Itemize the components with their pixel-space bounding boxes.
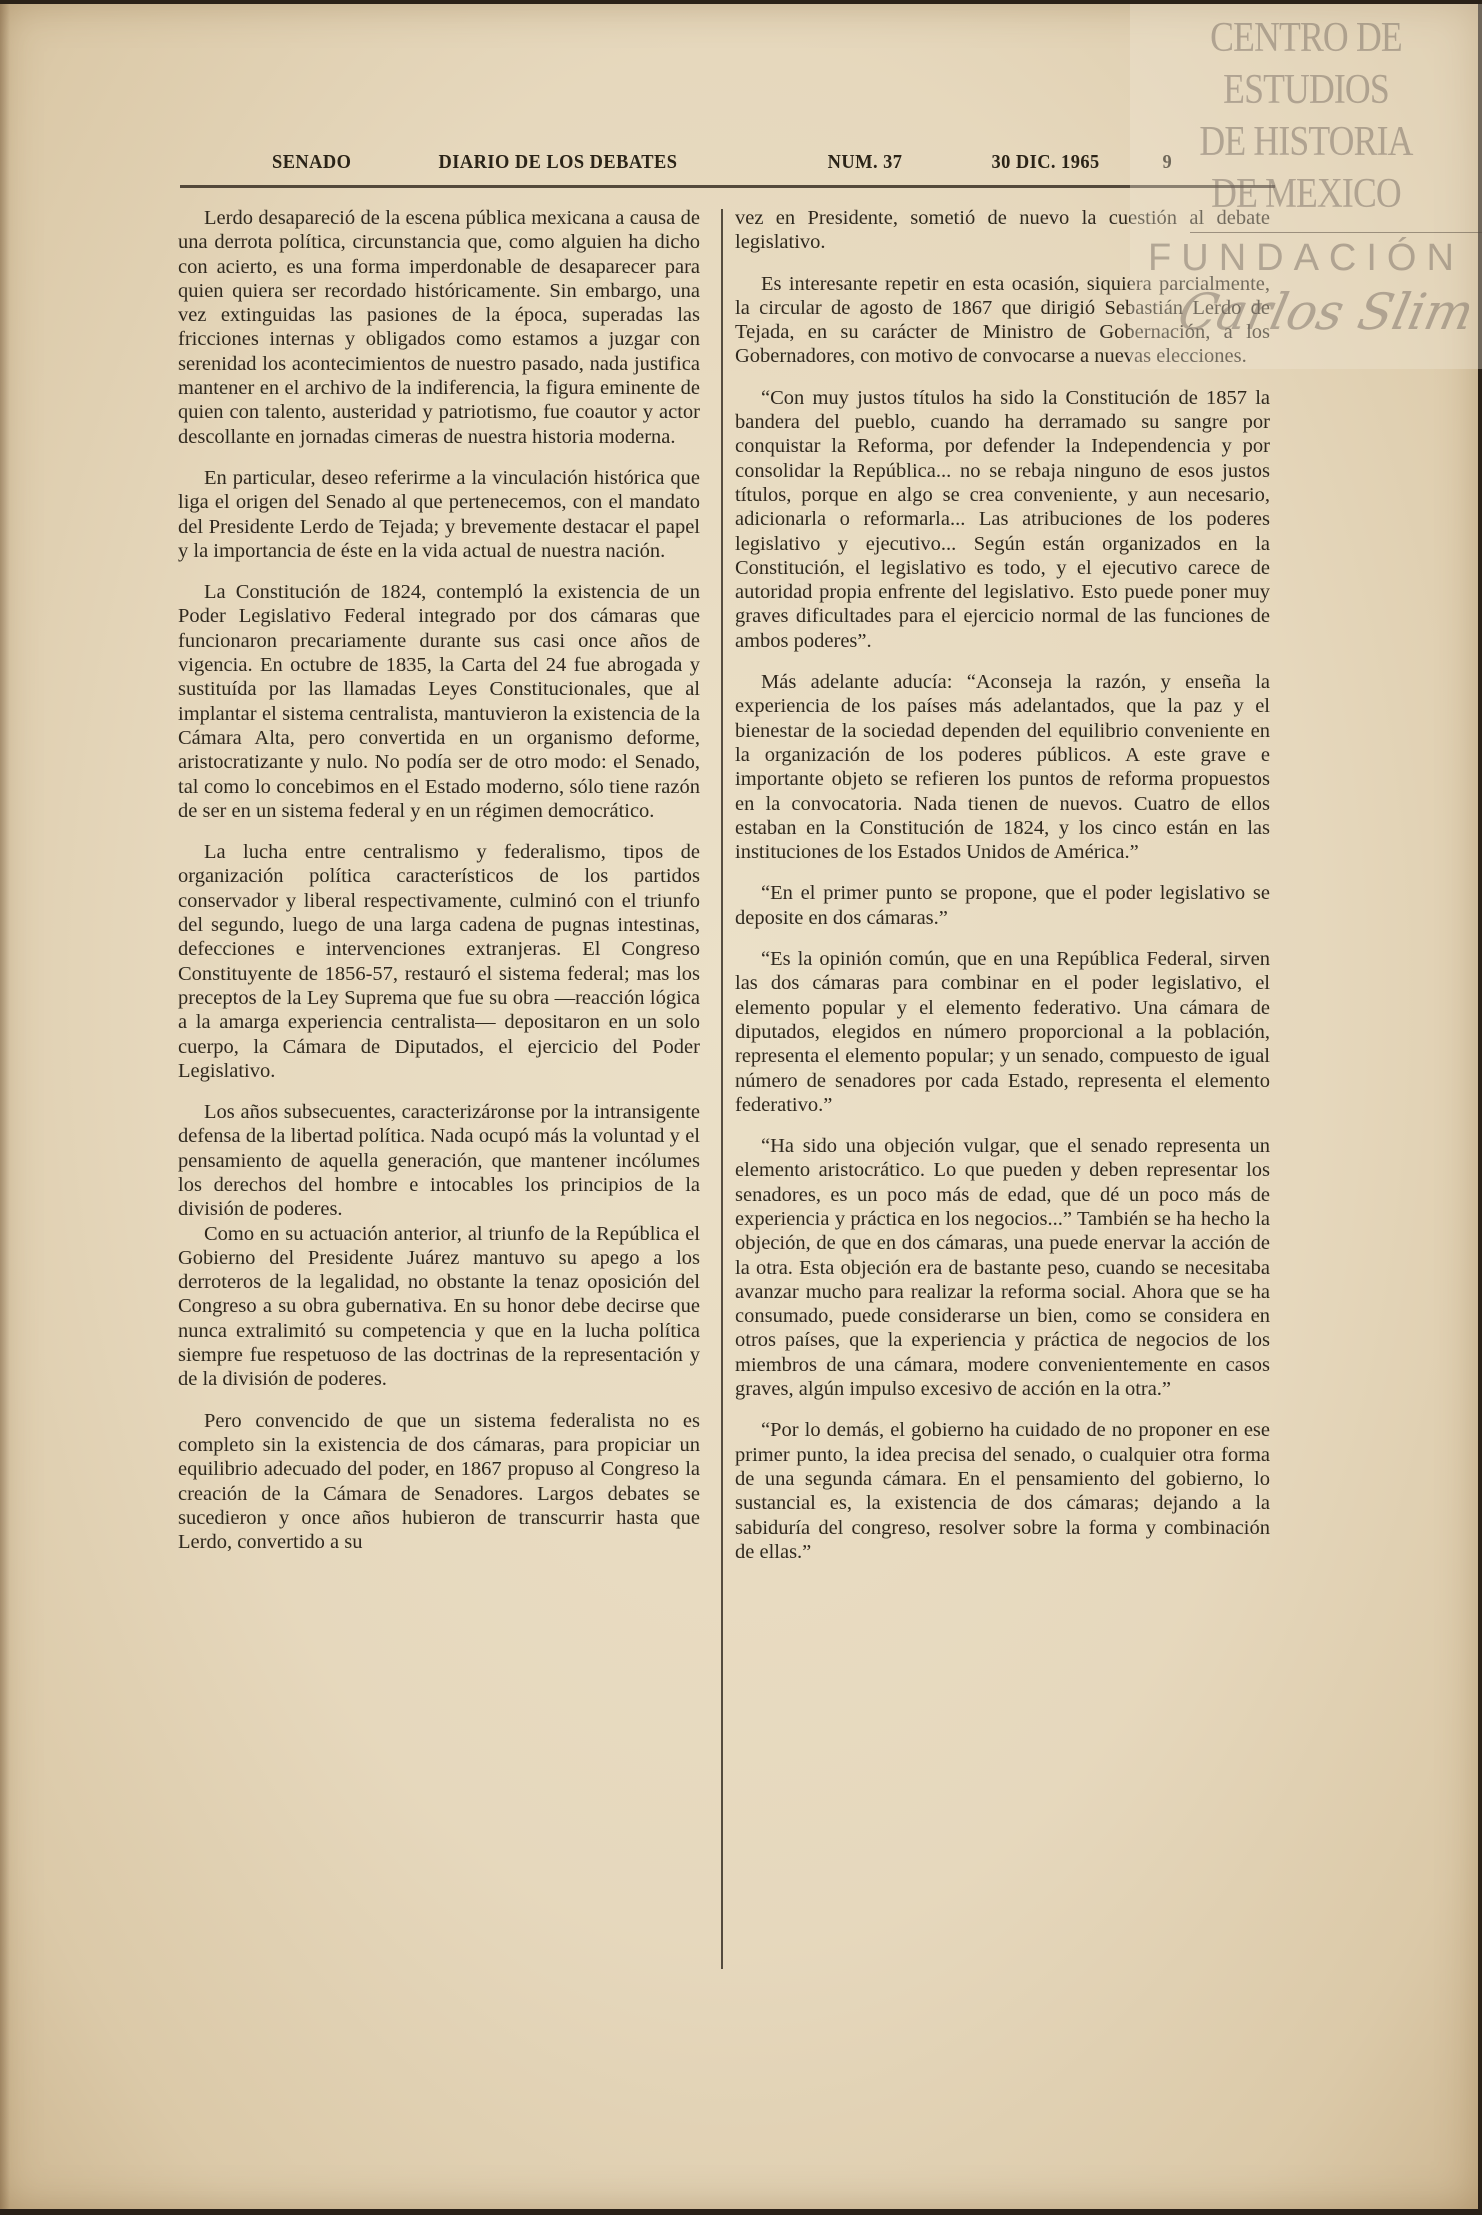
right-column <box>735 206 1270 1581</box>
header-section: SENADO <box>272 151 352 173</box>
paragraph: Lerdo desapareció de la escena pública mexicana a causa de una derrota política, circunstancia que, como alguien ha dicho con acierto, es una forma imperdonable de desaparecer para quien quiera ser recordado históricamente. Sin embargo, una vez extinguidas las pasiones de la época, superadas las fricciones internas y obligados como estamos a juzgar con serenidad los acontecimientos de nuestro pasado, nada justifica mantener en el archivo de la indiferencia, la figura eminente de quien con talento, austeridad y patriotismo, fue coautor y actor descollante en jornadas cimeras de nuestra historia moderna. <box>178 207 700 448</box>
column-divider <box>721 209 723 1969</box>
watermark-line: DE MEXICO <box>1211 171 1401 217</box>
paragraph: “Con muy justos títulos ha sido la Constitución de 1857 la bandera del pueblo, cuando ha derramado su sangre por conquistar la Reforma, por defender la Independencia y por consolidar la República... no se rebaja ninguno de esos justos títulos, porque en algo se crea conveniente, y aun necesario, adicionarla o reformarla... Las atribuciones de los poderes legislativo y ejecutivo... Según están organizados en la Constitución, el legislativo es todo, y el ejecutivo carece de autoridad propia enfrente del legislativo. Esto puede poner muy graves dificultades para el ejercicio normal de las funciones de ambos poderes”. <box>735 386 1270 652</box>
paragraph: La lucha entre centralismo y federalismo, tipos de organización política característicos de los partidos conservador y liberal respectivamente, culminó con el triunfo del segundo, luego de una larga cadena de pugnas intestinas, defecciones e intervenciones extranjeras. El Congreso Constituyente de 1856-57, restauró el sistema federal; mas los preceptos de la Ley Suprema que fue su obra —reacción lógica a la amarga experiencia centralista— depositaron en un solo cuerpo, la Cámara de Diputados, el ejercicio del Poder Legislativo. <box>178 841 700 1082</box>
paragraph: Los años subsecuentes, caracterizáronse por la intransigente defensa de la libertad política. Nada ocupó más la voluntad y el pensamiento de aquella generación, que mantener incólumes los derechos del hombre e intocables los principios de la división de poderes. <box>178 1101 700 1221</box>
paragraph: “Ha sido una objeción vulgar, que el senado representa un elemento aristocrático. Lo que pueden y deben representar los senadores, es un poco más de edad, que dé un poco más de experiencia y práctica en los negocios...” También se ha hecho la objeción, de que en dos cámaras, una puede enervar la acción de la otra. Esta objeción era de bastante peso, cuando se necesitaba avanzar mucho para realizar la reforma social. Ahora que se ha consumado, puede considerarse un bien, como se considera en otros países, que la experiencia y práctica de negocios de los miembros de una cámara, modere convenientemente en casos graves, algún impulso excesivo de acción en la otra.” <box>735 1135 1270 1401</box>
header-issue: NUM. 37 <box>827 151 903 173</box>
paragraph: Como en su actuación anterior, al triunfo de la República el Gobierno del Presidente Juárez mantuvo su apego a los derroteros de la legalidad, no obstante la tenaz oposición del Congreso a su obra gubernativa. En su honor debe decirse que nunca extralimitó su competencia y que en la lucha política siempre fue respetuoso de las doctrinas de la representación y de la división de poderes. <box>178 1222 700 1391</box>
paragraph: Es interesante repetir en esta ocasión, siquiera parcialmente, la circular de agosto de 1867 que dirigió Sebastián Lerdo de Tejada, en su carácter de Ministro de Gobernación, a los Gobernadores, con motivo de convocarse a nuevas elecciones. <box>735 272 1270 368</box>
header-date: 30 DIC. 1965 <box>991 151 1100 173</box>
paragraph: Pero convencido de que un sistema federalista no es completo sin la existencia de dos cámaras, para propiciar un equilibrio adecuado del poder, en 1867 propuso al Congreso la creación de la Cámara de Senadores. Largos debates se sucedieron y once años hubieron de transcurrir hasta que Lerdo, convertido a su <box>178 1409 700 1554</box>
paragraph: Más adelante aducía: “Aconseja la razón, y enseña la experiencia de los países más adelantados, que la paz y el bienestar de la sociedad dependen del equilibrio conveniente en la organización de los poderes públicos. A este grave e importante objeto se refieren los puntos de reforma propuestos en la convocatoria. Nada tienen de nuevos. Cuatro de ellos estaban en la Constitución de 1824, y los cinco están en las instituciones de los Estados Unidos de América.” <box>735 671 1270 864</box>
header-publication: DIARIO DE LOS DEBATES <box>438 151 678 173</box>
document-page <box>0 4 1478 2209</box>
watermark-rule <box>1190 232 1482 233</box>
paragraph: En particular, deseo referirme a la vinculación histórica que liga el origen del Senado al que pertenecemos, con el mandato del Presidente Lerdo de Tejada; y brevemente destacar el papel y la importancia de éste en la vida actual de nuestra nación. <box>178 466 700 562</box>
paragraph: La Constitución de 1824, contempló la existencia de un Poder Legislativo Federal integrado por dos cámaras que funcionaron precariamente durante sus casi once años de vigencia. En octubre de 1835, la Carta del 24 fue abrogada y sustituída por las llamadas Leyes Constitucionales, que al implantar el sistema centralista, mantuvieron la existencia de la Cámara Alta, pero convertida en un organismo deforme, aristocratizante y nulo. No podía ser de otro modo: el Senado, tal como lo concebimos en el Estado moderno, sólo tiene razón de ser en un sistema federal y en un régimen democrático. <box>178 581 700 822</box>
paragraph: “En el primer punto se propone, que el poder legislativo se deposite en dos cámaras.” <box>735 882 1270 929</box>
header-rule <box>180 185 1275 188</box>
watermark-foundation: FUNDACIÓN <box>1148 237 1464 279</box>
paragraph: “Es la opinión común, que en una República Federal, sirven las dos cámaras para combinar en el poder legislativo, el elemento popular y el elemento federativo. Una cámara de diputados, elegidos en número proporcional a la población, representa el elemento popular; y un senado, compuesto de igual número de senadores por cada Estado, representa el elemento federativo.” <box>735 948 1270 1116</box>
paragraph-continued: vez en Presidente, sometió de nuevo la cuestión al debate legislativo. <box>735 207 1270 254</box>
running-header <box>272 151 1201 177</box>
watermark-signature: Carlos Slim <box>1173 283 1479 341</box>
left-column <box>178 206 700 1571</box>
paragraph: “Por lo demás, el gobierno ha cuidado de no proponer en ese primer punto, la idea precisa del senado, o cualquier otra forma de una segunda cámara. En el pensamiento del gobierno, lo sustancial es, la existencia de dos cámaras; dejando a la sabiduría del congreso, resolver sobre la forma y combinación de ellas.” <box>735 1419 1270 1563</box>
watermark-line: CENTRO DE <box>1210 15 1402 61</box>
watermark-line: DE HISTORIA <box>1199 119 1413 165</box>
watermark-line: ESTUDIOS <box>1223 67 1389 113</box>
header-page-number: 9 <box>1162 151 1173 173</box>
